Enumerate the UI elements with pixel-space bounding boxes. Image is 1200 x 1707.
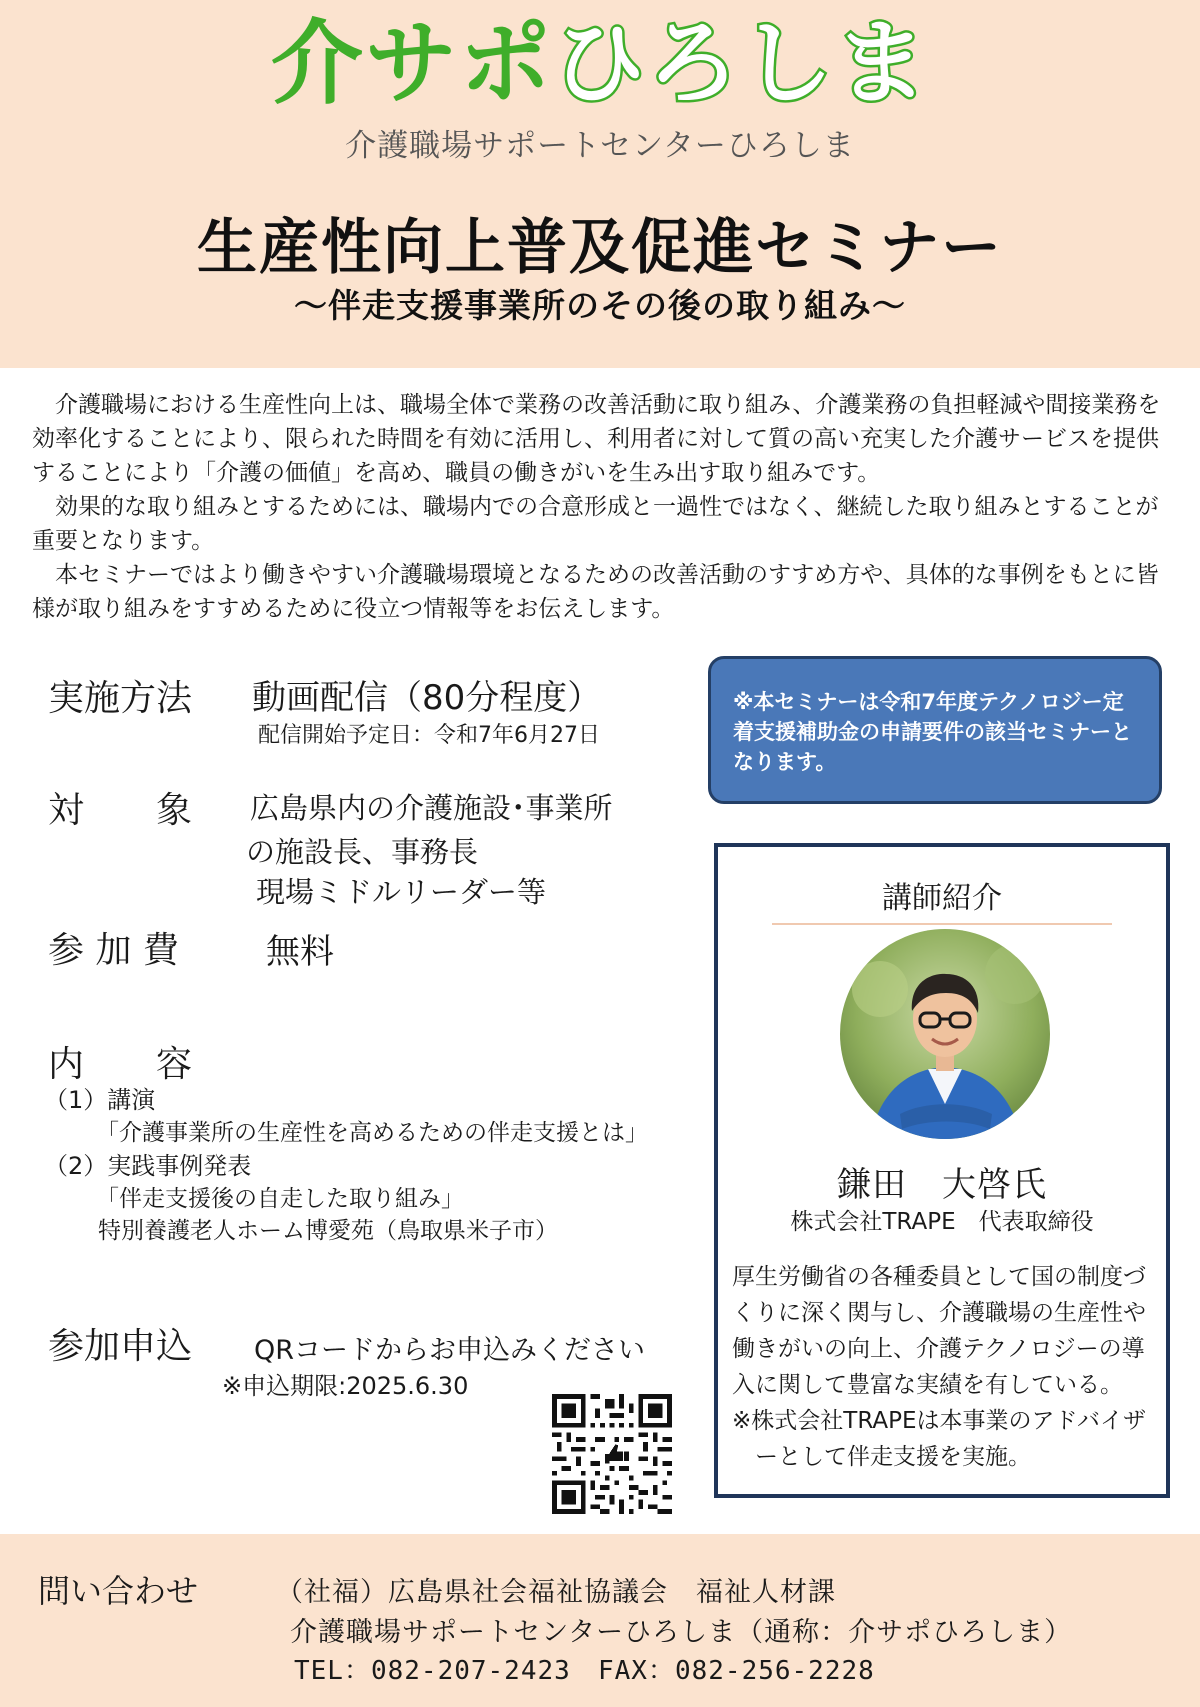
fee-label: 参 加 費 [48,930,179,971]
content-item-detail: 「介護事業所の生産性を高めるための伴走支援とは」 [96,1120,648,1146]
qr-code[interactable] [552,1394,672,1514]
notice-text: ※本セミナーは令和7年度テクノロジー定着支援補助金の申請要件の該当セミナーとなります。 [733,690,1132,774]
content-item-detail: 「伴走支援後の自走した取り組み」 [96,1186,464,1212]
apply-value: QRコードからお申込みください [254,1335,646,1366]
notice-box [708,656,1162,804]
method-value: 動画配信（80分程度） [252,678,602,718]
page-subtitle: ～伴走支援事業所のその後の取り組み～ [294,286,906,325]
apply-deadline: ※申込期限:2025.6.30 [222,1372,469,1400]
contact-fax: FAX：082-256-2228 [598,1656,875,1686]
lecturer-name: 鎌田 大啓氏 [837,1165,1047,1205]
content-item-title: （2）実践事例発表 [44,1152,252,1180]
content-item-title: （1）講演 [44,1086,156,1114]
lecturer-panel [714,843,1170,1498]
target-line: 広島県内の介護施設･事業所 [250,791,613,825]
page-title: 生産性向上普及促進セミナー [197,213,1003,283]
bio-text: 厚生労働省の各種委員として国の制度づくりに深く関与し、介護職場の生産性や働きがいの向上、介護テクノロジーの導入に関して豊富な実績を有している。 [732,1264,1146,1398]
bio-note: ※株式会社TRAPEは本事業のアドバイザーとして伴走支援を実施。 [732,1408,1147,1470]
logo-sub-text: ひろしま [553,10,930,117]
contact-label: 問い合わせ [38,1572,199,1610]
contact-footer [0,1534,1200,1707]
intro-paragraph: 介護職場における生産性向上は、職場全体で業務の改善活動に取り組み、介護業務の負担軽減や間接業務を効率化することにより、限られた時間を有効に活用し、利用者に対して質の高い充実した介護サービスを提供することにより「介護の価値」を高め、職員の働きがいを生み出す取り組みです。 [32,392,1161,486]
lecturer-heading: 講師紹介 [882,881,1002,916]
lecturer-photo [840,929,1050,1139]
contact-center: 介護職場サポートセンターひろしま（通称：介サポひろしま） [290,1617,1073,1648]
intro-text [32,388,1172,626]
organization-name: 介護職場サポートセンターひろしま [345,128,855,164]
method-note: 配信開始予定日：令和7年6月27日 [258,723,600,748]
lecturer-bio [732,1259,1162,1475]
target-label: 対 象 [48,790,193,831]
contact-org: （社福）広島県社会福祉協議会 福祉人材課 [276,1577,836,1608]
header-banner [0,0,1200,368]
intro-paragraph: 効果的な取り組みとするためには、職場内での合意形成と一過性ではなく、継続した取り組みとすることが重要となります。 [32,494,1159,554]
apply-label: 参加申込 [48,1326,193,1367]
lecturer-role: 株式会社TRAPE 代表取締役 [790,1209,1094,1235]
heading-divider [772,923,1112,925]
target-line: 現場ミドルリーダー等 [256,875,547,909]
method-label: 実施方法 [48,678,193,719]
logo [0,4,1200,124]
intro-paragraph: 本セミナーではより働きやすい介護職場環境となるための改善活動のすすめ方や、具体的な事例をもとに皆様が取り組みをすすめるために役立つ情報等をお伝えします。 [32,562,1159,622]
content-item-detail: 特別養護老人ホーム博愛苑（鳥取県米子市） [98,1218,558,1244]
logo-main-text: 介サポ [270,10,553,117]
contact-tel: TEL：082-207-2423 [294,1656,571,1686]
target-line: の施設長、事務長 [246,835,479,869]
content-label: 内 容 [48,1044,193,1085]
fee-value: 無料 [266,932,334,972]
